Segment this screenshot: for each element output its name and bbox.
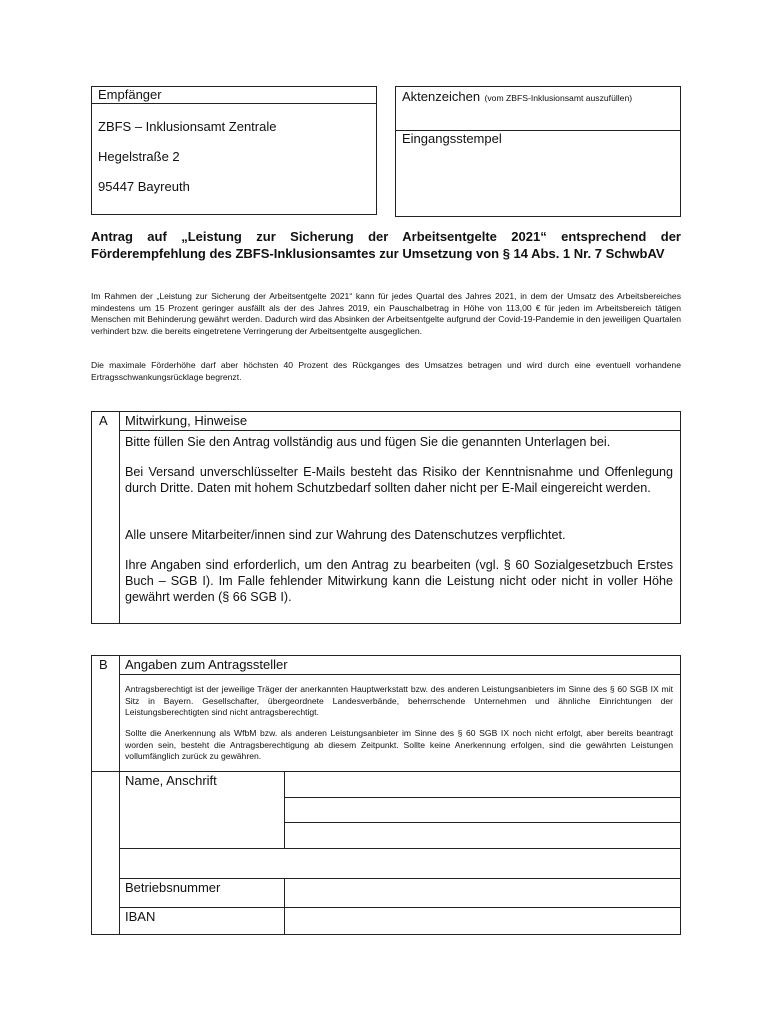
section-a-paragraph-4: Ihre Angaben sind erforderlich, um den Antrag zu bearbeiten (vgl. § 60 Sozialgesetzbuch Erstes Buch – SGB I). Im Falle fehlender Mitwirkung kann die Leistung nicht oder nicht in voller Höhe gewährt werden (§ 66 SGB I). (125, 558, 673, 604)
recipient-header: Empfänger (98, 87, 162, 102)
section-a-paragraph-3: Alle unsere Mitarbeiter/innen sind zur Wahrung des Datenschutzes verpflichtet. (125, 528, 566, 542)
recipient-name: ZBFS – Inklusionsamt Zentrale (98, 119, 277, 134)
section-b-header-divider (119, 674, 681, 675)
stamp-label: Eingangsstempel (402, 131, 502, 146)
extra-input-row[interactable] (120, 849, 680, 877)
file-reference-note: (vom ZBFS-Inklusionsamt auszufüllen) (484, 93, 633, 103)
section-b-title: Angaben zum Antragssteller (125, 657, 288, 672)
section-a-header-divider (119, 430, 681, 431)
section-b-paragraph-1: Antragsberechtigt ist der jeweilige Träger der anerkannten Hauptwerkstatt bzw. des anderen Leistungsanbieters im Sinne des § 60 SGB IX mit Sitz in Bayern. Gesellschafter, übergeordnete Landesverbände, beherrschende Unternehmen und ähnliche Einrichtungen der Leistungsberechtigten sind nicht antragsberechtigt. (125, 684, 673, 718)
section-b-column-divider (119, 655, 120, 935)
betriebsnummer-label: Betriebsnummer (125, 880, 221, 895)
name-address-input-3[interactable] (285, 823, 680, 847)
page-title: Antrag auf „Leistung zur Sicherung der Arbeitsentgelte 2021“ entsprechend der Förderempfehlung des ZBFS-Inklusionsamtes zur Umsetzung von § 14 Abs. 1 Nr. 7 SchwbAV (91, 229, 681, 261)
section-a-column-divider (119, 411, 120, 624)
file-reference-label: Aktenzeichen (402, 89, 481, 104)
iban-label: IBAN (125, 909, 156, 924)
intro-paragraph-1: Im Rahmen der „Leistung zur Sicherung der Arbeitsentgelte 2021“ kann für jedes Quartal des Jahres 2021, in dem der Umsatz des Arbeitsbereiches mindestens um 15 Prozent geringer ausfällt als der des Jahres 2019, ein Pauschalbetrag in Höhe von 113,00 € für jeden im Arbeitsbereich tätigen Menschen mit Behinderung gewährt werden. Dadurch wird das Absinken der Arbeitsentgelte aufgrund der Covid-19-Pandemie in den jeweiligen Quartalen verhindert bzw. die bereits eingetretene Verringerung der Arbeitsentgelte ausgeglichen. (91, 291, 681, 336)
section-a-letter: A (99, 413, 108, 428)
name-address-label: Name, Anschrift (125, 773, 217, 788)
betriebsnummer-input[interactable] (285, 879, 680, 906)
recipient-street: Hegelstraße 2 (98, 149, 180, 164)
name-address-input-1[interactable] (285, 772, 680, 797)
section-a-paragraph-2: Bei Versand unverschlüsselter E-Mails besteht das Risiko der Kenntnisnahme und Offenlegung durch Dritte. Daten mit hohem Schutzbedarf sollten daher nicht per E-Mail eingereicht werden. (125, 465, 673, 495)
section-b-paragraph-2: Sollte die Anerkennung als WfbM bzw. als anderen Leistungsanbieter im Sinne des § 60 SGB IX noch nicht erfolgt, aber bereits beantragt worden sein, besteht die Antragsberechtigung ab diesem Zeitpunkt. Sollte keine Anerkennung erfolgen, sind die gewährten Leistungen vollumfänglich zurück zu gewähren. (125, 728, 673, 762)
name-address-input-2[interactable] (285, 798, 680, 822)
recipient-header-divider (91, 103, 377, 104)
section-a-title: Mitwirkung, Hinweise (125, 413, 248, 428)
intro-paragraph-2: Die maximale Förderhöhe darf aber höchsten 40 Prozent des Rückganges des Umsatzes betragen und wird durch eine eventuell vorhandene Ertragsschwankungsrücklage begrenzt. (91, 360, 681, 382)
iban-input[interactable] (285, 908, 680, 934)
file-reference-label-row (402, 88, 632, 106)
section-b-letter: B (99, 657, 108, 672)
recipient-city: 95447 Bayreuth (98, 179, 190, 194)
section-a-paragraph-1: Bitte füllen Sie den Antrag vollständig aus und fügen Sie die genannten Unterlagen bei. (125, 435, 611, 449)
